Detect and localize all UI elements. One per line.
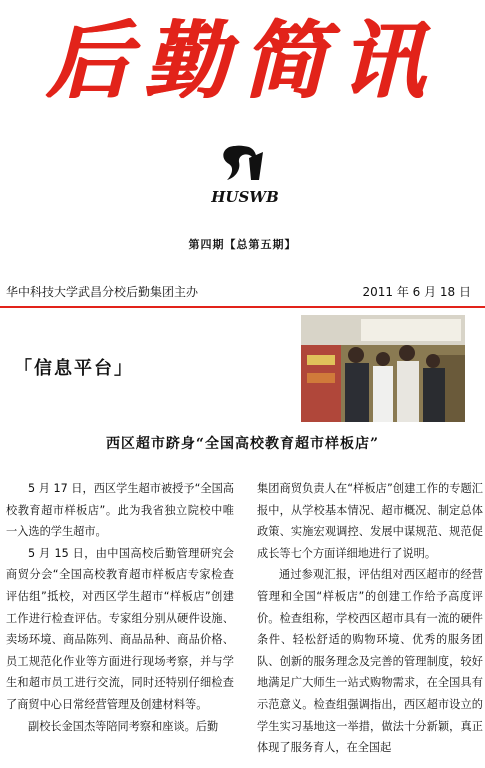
article-photo xyxy=(301,315,465,422)
logo-text: HUSWB xyxy=(211,188,279,206)
sponsor-text: 华中科技大学武昌分校后勤集团主办 xyxy=(6,285,199,299)
article-column-left xyxy=(6,478,234,737)
article-paragraph: 5 月 15 日，由中国高校后勤管理研究会商贸分会“全国高校教育超市样板店专家检查评估组”抵校，对西区学生超市“样板店”创建工作进行检查评估。专家组分别从硬件设施、卖场环境、商品陈列、商品品种、商品价格、员工规范化作业等方面进行现场考察，并与学生和超市员工进行交流，同时还特别仔细检查了商贸中心日常经营管理及创建材料等。 xyxy=(6,546,234,711)
header-divider xyxy=(0,306,485,308)
issue-label: 第四期【总第五期】 xyxy=(188,238,297,251)
article-paragraph: 通过参观汇报，评估组对西区超市的经营管理和全国“样板店”的创建工作给予高度评价。检查组称，学校西区超市具有一流的硬件条件、轻松舒适的购物环境、优秀的服务团队、创新的服务理念及完善的管理制度，较好地满足广大师生一站式购物需求，在全国具有示范意义。检查组强调指出，西区超市设立的学生实习基地这一举措，做法十分新颖，真正体现了服务育人，在全国起 xyxy=(257,568,483,755)
article-paragraph: 副校长金国杰等陪同考察和座谈。后勤 xyxy=(28,719,219,733)
article-column-right xyxy=(257,478,483,759)
article-paragraph: 5 月 17 日，西区学生超市被授予“全国高校教育超市样板店”。此为我省独立院校中唯一入选的学生超市。 xyxy=(6,482,234,539)
masthead-title: 后勤简讯 xyxy=(46,11,439,110)
hust-logistics-logo xyxy=(205,140,285,220)
article-headline: 西区超市跻身“全国高校教育超市样板店” xyxy=(105,436,380,452)
article-paragraph: 集团商贸负责人在“样板店”创建工作的专题汇报中，从学校基本情况、超市概况、制定总体政策、实施宏观调控、发展中谋规范、规范促成长等七个方面详细地进行了说明。 xyxy=(257,482,483,560)
issue-date: 2011 年 6 月 18 日 xyxy=(362,285,471,299)
section-tag: 「信息平台」 xyxy=(14,358,134,379)
